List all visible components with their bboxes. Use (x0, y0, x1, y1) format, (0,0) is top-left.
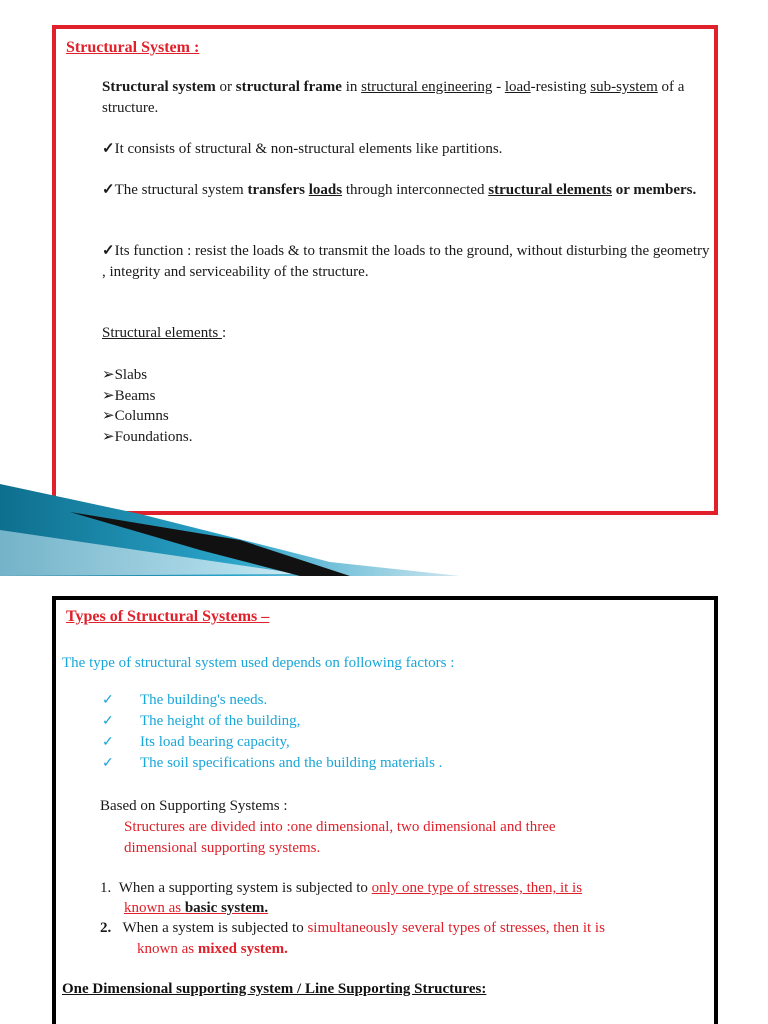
colon: : (221, 325, 227, 341)
bullet-text-bold: transfers (247, 182, 309, 198)
check-icon (102, 243, 115, 259)
term-structural-frame: structural frame (235, 79, 342, 95)
list-item-text: Columns (114, 408, 169, 424)
arrow-bullet-icon (102, 408, 115, 424)
list-item (102, 732, 442, 753)
elements-list (102, 365, 710, 447)
check-icon (102, 182, 115, 198)
list-item (102, 386, 710, 407)
bullet-text-structural-elements: structural elements (488, 182, 612, 198)
bullet-text: Its function : resist the loads & to transmit the loads to the ground, without disturbing the geometry , integrity and serviceability of the structure. (102, 243, 710, 280)
bullet-text: The structural system (114, 182, 248, 198)
item-text-mixed-system: mixed system. (197, 941, 288, 957)
list-item (102, 753, 442, 774)
item-1 (100, 878, 582, 899)
item-text: When a system is subjected to (122, 920, 308, 936)
list-item (102, 690, 442, 711)
elements-heading-text: Structural elements (102, 325, 222, 341)
text: of a structure. (102, 79, 685, 116)
item-text: When a supporting system is subjected to (118, 880, 372, 896)
bullet-text-loads: loads (308, 182, 343, 198)
list-item-text: Beams (114, 387, 156, 404)
bullet-text: It consists of structural & non-structural elements like partitions. (114, 141, 503, 157)
slide-types-of-structural-systems (0, 576, 768, 1024)
elements-list-wrap (102, 365, 710, 447)
item-2-line-2 (137, 939, 288, 960)
list-item-text: Its load bearing capacity, (140, 734, 290, 750)
bullet-transfers (102, 180, 710, 201)
check-icon: ✓ (102, 714, 114, 729)
check-icon (102, 141, 115, 157)
list-item (102, 427, 710, 448)
bullet-function (102, 241, 710, 283)
list-item (102, 365, 710, 386)
term-structural-system: Structural system (102, 79, 216, 95)
list-item-text: The soil specifications and the building materials . (140, 755, 443, 771)
content-box (52, 596, 718, 1024)
bullet-text-bold: or members. (611, 182, 697, 198)
list-item-text: Foundations. (114, 428, 193, 445)
divided-line-2: dimensional supporting systems. (124, 840, 321, 856)
text: - (492, 79, 505, 95)
text: -resisting (530, 79, 591, 95)
bullet-text: through interconnected (342, 182, 489, 198)
check-icon: ✓ (102, 735, 114, 750)
item-2 (100, 918, 605, 939)
item-number: 1. (100, 880, 112, 896)
slide-title: Types of Structural Systems – (66, 608, 270, 625)
bullet-consists (102, 139, 710, 160)
item-text-red: known as (137, 941, 198, 957)
item-text-red: known as (124, 900, 185, 916)
divided-line-1: Structures are divided into :one dimensional, two dimensional and three (124, 819, 556, 835)
item-number: 2. (100, 920, 112, 936)
intro-text: The type of structural system used depends on following factors : (62, 655, 455, 671)
list-item-text: The height of the building, (140, 713, 301, 729)
based-on-text: Based on Supporting Systems : (100, 798, 288, 814)
list-item (102, 406, 710, 427)
item-1-line-2 (124, 898, 268, 919)
one-dimensional-heading: One Dimensional supporting system / Line Supporting Structures: (62, 981, 487, 997)
slide-title: Structural System : (66, 39, 200, 56)
link-sub-system[interactable]: sub-system (590, 79, 658, 95)
list-item (102, 711, 442, 732)
item-text-red: simultaneously several types of stresses, then it is (307, 920, 605, 936)
text: or (215, 79, 236, 95)
list-item-text: The building's needs. (140, 692, 268, 708)
definition-paragraph (102, 77, 710, 119)
check-icon: ✓ (102, 693, 114, 708)
link-structural-engineering[interactable]: structural engineering (361, 79, 493, 95)
item-text-basic-system: basic system. (184, 900, 269, 916)
factors-list (102, 690, 442, 774)
text: in (341, 79, 362, 95)
item-text-red: only one type of stresses, then, it is (371, 880, 583, 896)
link-load[interactable]: load (504, 79, 531, 95)
list-item-text: Slabs (114, 367, 148, 383)
elements-heading (102, 323, 710, 344)
arrow-bullet-icon (102, 367, 115, 383)
decorative-swoosh (0, 470, 768, 576)
arrow-bullet-icon (102, 388, 115, 404)
arrow-bullet-icon (102, 429, 115, 445)
content-box (52, 25, 718, 515)
check-icon: ✓ (102, 756, 114, 771)
